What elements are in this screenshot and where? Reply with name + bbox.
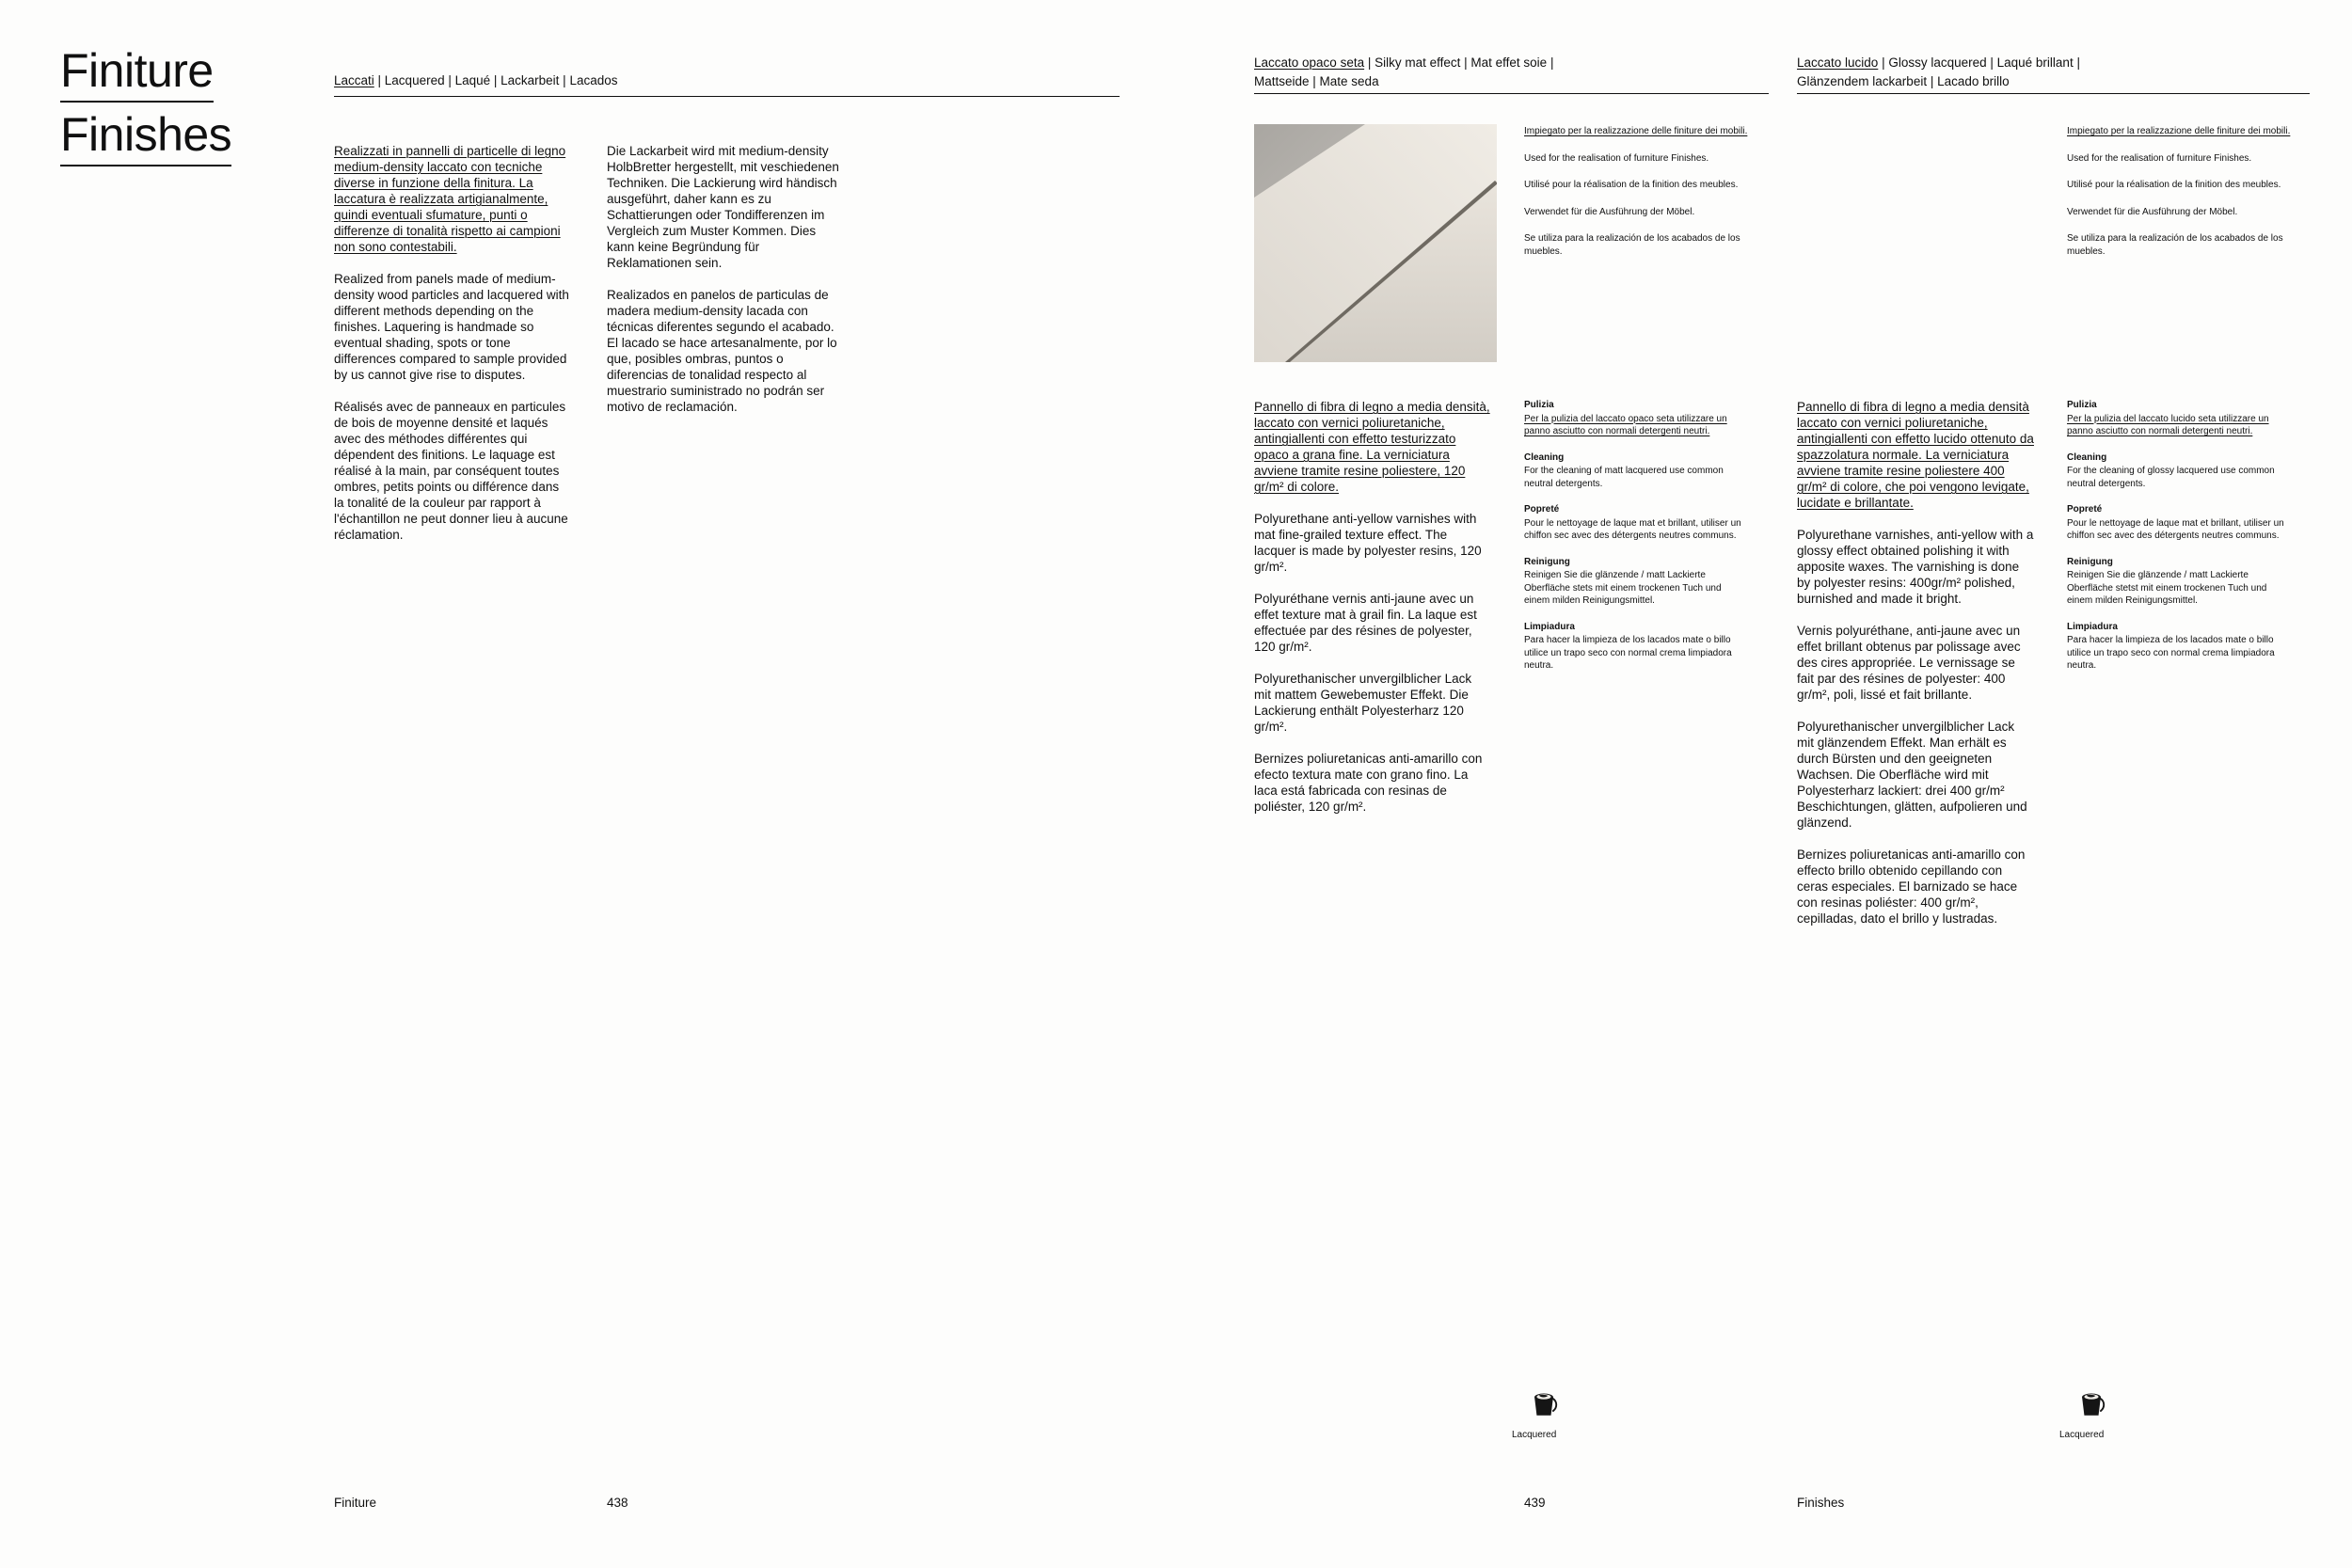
usage-it: Impiegato per la realizzazione delle finiture dei mobili. xyxy=(1524,126,1748,136)
care-label: Reinigung xyxy=(1524,556,1570,567)
laccati-text-de: Die Lackarbeit wird mit medium-density HolbBretter hergestellt, mit veschiedenen Techniken. Die Lackierung wird händisch ausgeführt, daher kann es zu Schattierungen oder Tondifferenzen im Vergleich zum Muster Kommen. Dies kann keine Begründung für Reklamationen sein. xyxy=(607,144,839,270)
usage-de: Verwendet für die Ausführung der Möbel. xyxy=(1524,206,1695,217)
description-lucido xyxy=(1797,399,2034,942)
care-item xyxy=(2067,399,2288,438)
care-text: For the cleaning of matt lacquered use common neutral detergents. xyxy=(1524,466,1724,489)
usage-block-opaco xyxy=(1524,125,1771,272)
care-item xyxy=(2067,451,2288,491)
usage-en: Used for the realisation of furniture Finishes. xyxy=(1524,152,1709,164)
section-header-lucido-primary: Laccato lucido xyxy=(1797,55,1879,70)
usage-fr: Utilisé pour la réalisation de la finition des meubles. xyxy=(1524,180,1739,190)
care-label: Popreté xyxy=(1524,504,1560,515)
finish-sample-photo xyxy=(1254,124,1497,362)
care-text: Per la pulizia del laccato opaco seta utilizzare un panno asciutto con normali detergenti neutri. xyxy=(1524,413,1727,436)
section-header-opaco-seta xyxy=(1254,54,1769,94)
description-it: Pannello di fibra di legno a media densità, laccato con vernici poliuretaniche, antingiallenti con effetto testurizzato opaco a grana fine. La verniciatura avviene tramite resine poliestere, 120 gr/m² di colore. xyxy=(1254,400,1490,494)
care-label: Limpiadura xyxy=(1524,621,1575,632)
description-it: Pannello di fibra di legno a media densità laccato con vernici poliuretaniche, antingiallenti con effetto lucido ottenuto da spazzolatura normale. La verniciatura avviene tramite resine poliestere 400 gr/m² di colore, che poi vengono levigate, lucidate e brillantate. xyxy=(1797,400,2034,510)
paint-bucket-icon xyxy=(1528,1385,1560,1420)
laccati-column-1 xyxy=(334,143,569,559)
care-text: Para hacer la limpieza de los lacados mate o billo utilice un trapo seco con normal crema limpiadora neutra. xyxy=(2067,635,2275,671)
description-en: Polyurethane anti-yellow varnishes with mat fine-grailed texture effect. The lacquer is made by polyester resins, 120 gr/m². xyxy=(1254,512,1482,574)
description-es: Bernizes poliuretanicas anti-amarillo con effecto brillo obtenido cepillando con ceras especiales. El barnizado se hace con resinas poliéster: 400 gr/m², cepilladas, dato el brillo y lustradas. xyxy=(1797,847,2026,926)
section-header-lucido-rest: | Glossy lacquered | Laqué brillant | xyxy=(1878,55,2080,70)
usage-es: Se utiliza para la realización de los acabados de los muebles. xyxy=(2067,233,2283,257)
page-title-line1: Finiture xyxy=(60,47,214,103)
section-header-laccati xyxy=(334,71,1120,97)
care-item xyxy=(1524,503,1745,543)
care-label: Cleaning xyxy=(1524,451,1565,463)
care-item xyxy=(1524,621,1745,673)
laccati-text-en: Realized from panels made of medium-density wood particles and lacquered with different methods depending on the finishes. Laquering is handmade so eventual shading, spots or tone differences compared to sample provided by us cannot give rise to disputes. xyxy=(334,272,569,382)
section-header-lucido xyxy=(1797,54,2310,94)
care-item xyxy=(2067,621,2288,673)
care-block-opaco xyxy=(1524,399,1745,686)
usage-block-lucido xyxy=(2067,125,2313,272)
care-text: Pour le nettoyage de laque mat et brillant, utiliser un chiffon sec avec des détergents neutres communs. xyxy=(2067,517,2284,541)
finish-type-badge-opaco xyxy=(1512,1385,1560,1440)
care-block-lucido xyxy=(2067,399,2288,686)
usage-es: Se utiliza para la realización de los acabados de los muebles. xyxy=(1524,233,1740,257)
laccati-column-2 xyxy=(607,143,842,431)
lacquered-panel-photo xyxy=(1254,124,1497,362)
description-de: Polyurethanischer unvergilblicher Lack mit glänzendem Effekt. Man erhält es durch Bürsten und den geeigneten Wachsen. Die Oberfläche wird mit Polyesterharz lackiert: drei 400 gr/m² Beschichtungen, glätten, aufpolieren und glänzend. xyxy=(1797,720,2027,830)
care-text: Reinigen Sie die glänzende / matt Lackierte Oberfläche stetst mit einem trockenen Tuch und einem milden Reinigungsmittel. xyxy=(2067,570,2267,606)
laccati-text-es: Realizados en panelos de particulas de madera medium-density lacada con técnicas diferentes segundo el acabado. El lacado se hace artesanalmente, por lo que, posibles ombras, puntos o diferencias de tonalidad respecto al muestrario suministrado no podrán ser motivo de reclamación. xyxy=(607,288,837,414)
finish-type-label: Lacquered xyxy=(2059,1430,2105,1440)
description-opaco xyxy=(1254,399,1491,831)
finish-type-label: Lacquered xyxy=(1512,1430,1557,1440)
description-fr: Vernis polyuréthane, anti-jaune avec un effet brillant obtenus par polissage avec des cires appropriée. Le vernissage se fait par des résines de polyester: 400 gr/m², poli, lissé et fait brillante. xyxy=(1797,624,2021,702)
section-header-opaco-primary: Laccato opaco seta xyxy=(1254,55,1365,70)
care-item xyxy=(1524,451,1745,491)
finish-type-badge-lucido xyxy=(2059,1385,2107,1440)
description-es: Bernizes poliuretanicas anti-amarillo con efecto textura mate con grano fino. La laca está fabricada con resinas de poliéster, 120 gr/m². xyxy=(1254,752,1483,814)
page-title-line2: Finishes xyxy=(60,111,231,166)
page-title xyxy=(60,44,232,175)
section-header-lucido-line2: Glänzendem lackarbeit | Lacado brillo xyxy=(1797,74,2010,88)
footer-label-right: Finishes xyxy=(1797,1496,1845,1510)
care-label: Popreté xyxy=(2067,504,2103,515)
page-number-right: 439 xyxy=(1524,1496,1546,1510)
paint-bucket-icon xyxy=(2075,1385,2107,1420)
care-item xyxy=(1524,399,1745,438)
usage-de: Verwendet für die Ausführung der Möbel. xyxy=(2067,206,2238,217)
section-header-opaco-line2: Mattseide | Mate seda xyxy=(1254,74,1379,88)
section-header-laccati-rest: | Lacquered | Laqué | Lackarbeit | Lacados xyxy=(373,73,618,87)
laccati-text-it: Realizzati in pannelli di particelle di legno medium-density laccato con tecniche diverse in funzione della finitura. La laccatura è realizzata artigianalmente, quindi eventuali sfumature, punti o differenze di tonalità rispetto ai campioni non sono contestabili. xyxy=(334,144,566,254)
laccati-text-fr: Réalisés avec de panneaux en particules de bois de moyenne densité et laqués avec des méthodes différentes qui dépendent des finitions. Le laquage est réalisé à la main, par conséquent toutes ombres, petits points ou différence dans la tonalité de la couleur par rapport à l'échantillon ne peut donner lieu à aucune réclamation. xyxy=(334,400,568,542)
care-text: Per la pulizia del laccato lucido seta utilizzare un panno asciutto con normali detergenti neutri. xyxy=(2067,413,2269,436)
description-de: Polyurethanischer unvergilblicher Lack mit mattem Gewebemuster Effekt. Die Lackierung enthält Polyesterharz 120 gr/m². xyxy=(1254,672,1472,734)
page-number-left: 438 xyxy=(607,1496,628,1510)
care-text: Pour le nettoyage de laque mat et brillant, utiliser un chiffon sec avec des détergents neutres communs. xyxy=(1524,517,1741,541)
care-label: Limpiadura xyxy=(2067,621,2118,632)
care-item xyxy=(2067,556,2288,608)
care-text: Para hacer la limpieza de los lacados mate o billo utilice un trapo seco con normal crema limpiadora neutra. xyxy=(1524,635,1732,671)
care-label: Cleaning xyxy=(2067,451,2107,463)
care-label: Pulizia xyxy=(2067,400,2097,410)
care-label: Reinigung xyxy=(2067,556,2113,567)
section-header-laccati-primary: Laccati xyxy=(334,73,374,87)
care-item xyxy=(2067,503,2288,543)
care-label: Pulizia xyxy=(1524,400,1554,410)
description-en: Polyurethane varnishes, anti-yellow with a glossy effect obtained polishing it with apposite waxes. The varnishing is done by polyester resins: 400gr/m² polished, burnished and made it bright. xyxy=(1797,528,2034,606)
care-text: Reinigen Sie die glänzende / matt Lackierte Oberfläche stets mit einem trockenen Tuch und einem milden Reinigungsmittel. xyxy=(1524,570,1722,606)
usage-it: Impiegato per la realizzazione delle finiture dei mobili. xyxy=(2067,126,2291,136)
footer-label-left: Finiture xyxy=(334,1496,377,1510)
section-header-opaco-rest: | Silky mat effect | Mat effet soie | xyxy=(1364,55,1554,70)
care-text: For the cleaning of glossy lacquered use common neutral detergents. xyxy=(2067,466,2275,489)
usage-en: Used for the realisation of furniture Finishes. xyxy=(2067,152,2252,164)
description-fr: Polyuréthane vernis anti-jaune avec un effet texture mat à grail fin. La laque est effectuée par des résines de polyester, 120 gr/m². xyxy=(1254,592,1477,654)
care-item xyxy=(1524,556,1745,608)
usage-fr: Utilisé pour la réalisation de la finition des meubles. xyxy=(2067,180,2281,190)
